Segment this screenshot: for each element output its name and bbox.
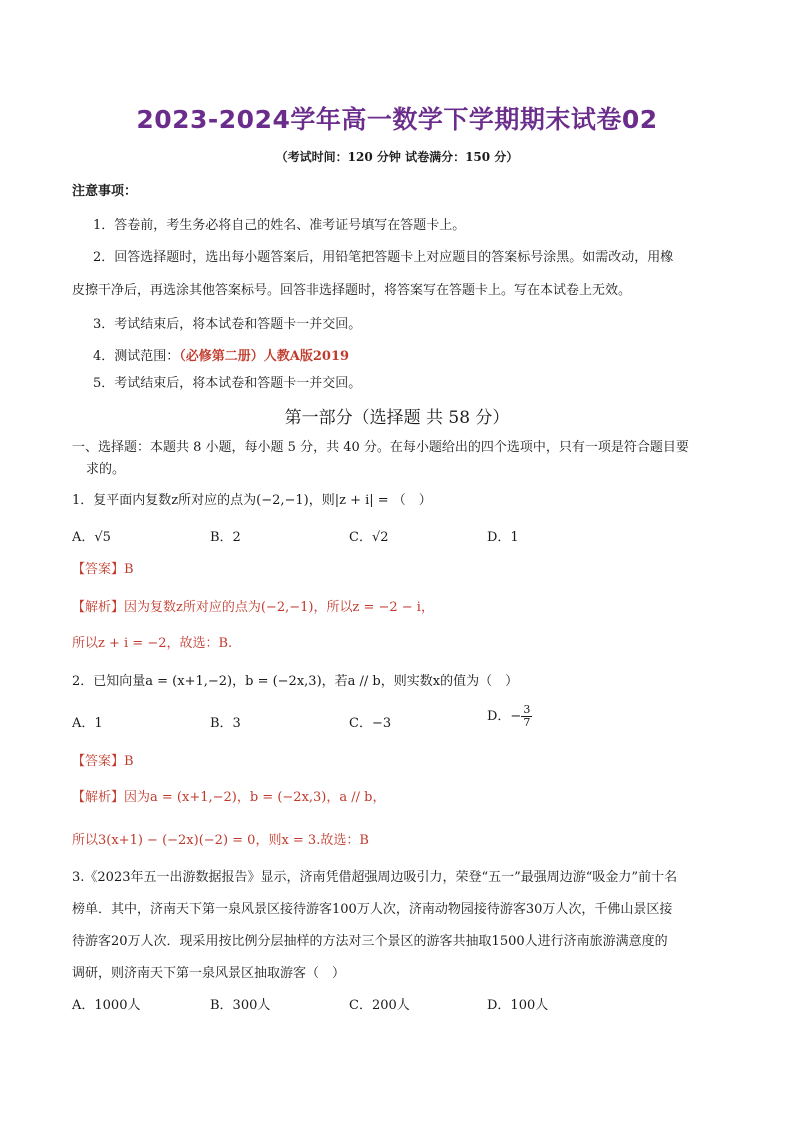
question-2-option-a: A．1 [72,716,103,731]
question-3-stem-cont: 榜单．其中，济南天下第一泉风景区接待游客100万人次，济南动物园接待游客30万人次，千佛山景区接 [72,902,673,917]
notice-item-2: 2．回答选择题时，选出每小题答案后，用铅笔把答题卡上对应题目的答案标号涂黑。如需改动，用橡 [93,250,674,265]
section-instructions-cont: 求的。 [86,462,126,477]
question-2-analysis [72,786,385,805]
question-2-answer [72,750,134,769]
question-3-stem: 3.《2023年五一出游数据报告》显示，济南凭借超强周边吸引力，荣登“五一”最强周边游“吸金力”前十名 [72,870,678,885]
answer-tag: 【答案】 [72,562,125,577]
question-3-stem-cont: 待游客20万人次．现采用按比例分层抽样的方法对三个景区的游客共抽取1500人进行济南旅游满意度的 [72,934,668,949]
analysis-tag: 【解析】 [72,600,125,615]
answer-value: B [124,562,134,577]
notice-item-2-cont: 皮擦干净后，再选涂其他答案标号。回答非选择题时，将答案写在答题卡上。写在本试卷上无效。 [72,283,632,298]
section-title: 第一部分（选择题 共 58 分） [284,408,510,428]
analysis-text: 因为复数z所对应的点为(−2,−1)，所以z = −2 − i， [124,600,434,615]
fraction [521,704,532,729]
question-2-stem: 2．已知向量a = (x+1,−2)，b = (−2x,3)，若a // b，则实数x的值为（ ） [72,674,519,689]
question-1-option-a: A．√5 [72,530,111,545]
section-instructions: 一、选择题：本题共 8 小题，每小题 5 分，共 40 分。在每小题给出的四个选项中，只有一项是符合题目要 [72,440,689,455]
fraction-numerator: 3 [523,703,531,716]
question-1-answer [72,558,134,577]
test-scope: （必修第二册）人教A版2019 [179,349,350,364]
question-1-option-d: D．1 [487,530,519,545]
notice-heading: 注意事项： [72,184,138,199]
question-1-stem: 1．复平面内复数z所对应的点为(−2,−1)，则|z + i| = （ ） [72,493,432,508]
notice-item-4 [93,345,349,364]
question-2-option-b: B．3 [210,716,241,731]
question-2-analysis-cont [72,829,369,848]
question-2-option-d [487,704,532,729]
option-d-label: D．− [487,709,522,724]
page-title: 2023-2024学年高一数学下学期期末试卷02 [136,105,658,134]
fraction-denominator: 7 [523,716,531,729]
answer-value: B [124,754,134,769]
answer-tag: 【答案】 [72,754,125,769]
analysis-text: 所以z + i = −2，故选：B. [72,636,233,651]
question-3-option-a: A．1000人 [72,998,141,1013]
exam-info: （考试时间：120 分钟 试卷满分：150 分） [275,150,519,164]
question-3-option-c: C．200人 [349,998,410,1013]
analysis-text: 因为a = (x+1,−2)，b = (−2x,3)，a // b， [124,790,386,805]
question-1-option-b: B．2 [210,530,241,545]
analysis-tag: 【解析】 [72,790,125,805]
question-1-option-c: C．√2 [349,530,389,545]
question-1-analysis [72,596,434,615]
question-3-option-b: B．300人 [210,998,271,1013]
analysis-text: 所以3(x+1) − (−2x)(−2) = 0，则x = 3.故选：B [72,833,369,848]
notice-item-1: 1．答卷前，考生务必将自己的姓名、准考证号填写在答题卡上。 [93,218,466,233]
question-3-option-d: D．100人 [487,998,549,1013]
question-1-analysis-cont [72,632,232,651]
notice-item-3: 3．考试结束后，将本试卷和答题卡一并交回。 [93,317,362,332]
question-3-stem-cont: 调研，则济南天下第一泉风景区抽取游客（ ） [72,966,346,981]
notice-item-5: 5．考试结束后，将本试卷和答题卡一并交回。 [93,376,362,391]
question-2-option-c: C．−3 [349,716,392,731]
notice-item-4-prefix: 4．测试范围： [93,349,180,364]
